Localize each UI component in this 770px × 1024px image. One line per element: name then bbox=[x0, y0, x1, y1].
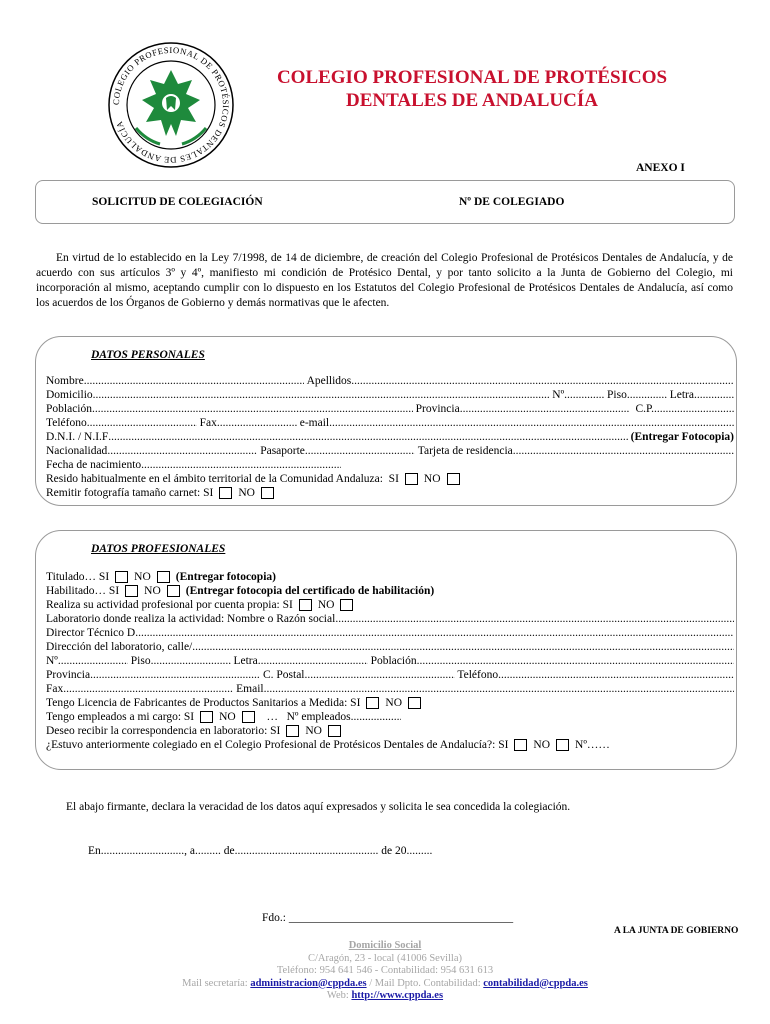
correspondencia-no-label: NO bbox=[305, 725, 322, 737]
num-empleados-label: Nº empleados bbox=[286, 711, 351, 723]
cp-field[interactable] bbox=[654, 402, 734, 416]
date-de-label: de bbox=[223, 845, 235, 857]
row-nombre bbox=[46, 374, 734, 388]
application-header-box bbox=[35, 180, 735, 224]
email-label: e-mail bbox=[299, 417, 330, 429]
date-en-label: En bbox=[88, 845, 101, 857]
lab-poblacion-field[interactable] bbox=[417, 654, 734, 668]
director-label: Director Técnico D bbox=[46, 627, 136, 639]
row-lab-numero bbox=[46, 654, 734, 668]
lab-piso-label: Piso bbox=[130, 655, 151, 667]
nombre-label: Nombre bbox=[46, 375, 84, 387]
remitir-si-checkbox[interactable] bbox=[219, 487, 232, 499]
direccion-lab-field[interactable] bbox=[192, 640, 734, 654]
declaration-text: El abajo firmante, declara la veracidad de los datos aquí expresados y solicita le sea concedida la colegiación. bbox=[66, 801, 571, 813]
dni-note: (Entregar Fotocopia) bbox=[630, 431, 734, 443]
row-direccion-lab bbox=[46, 640, 734, 654]
row-empleados bbox=[46, 710, 734, 724]
lab-letra-field[interactable] bbox=[258, 654, 368, 668]
laboratorio-field[interactable] bbox=[335, 612, 734, 626]
personal-data-section bbox=[35, 336, 737, 506]
lab-telefono-label: Teléfono bbox=[457, 669, 499, 681]
fax-label: Fax bbox=[199, 417, 217, 429]
anterior-label: ¿Estuvo anteriormente colegiado en el Colegio Profesional de Protésicos Dentales de Andalucía?: SI bbox=[46, 739, 509, 751]
registro-si-checkbox[interactable] bbox=[366, 697, 379, 709]
date-year-label: de 20 bbox=[381, 845, 407, 857]
resido-no-label: NO bbox=[423, 473, 441, 485]
title-line-1: COLEGIO PROFESIONAL DE PROTÉSICOS bbox=[276, 67, 668, 88]
footer-mail-line bbox=[0, 978, 770, 991]
piso-field[interactable] bbox=[627, 388, 667, 402]
logo-ring-text: COLEGIO PROFESIONAL DE PROTÉSICOS DENTALES DE ANDALUCÍA bbox=[110, 44, 232, 166]
lab-poblacion-label: Población bbox=[370, 655, 417, 667]
laboratorio-label: Laboratorio donde realiza la actividad: Nombre o Razón social bbox=[46, 613, 336, 625]
empleados-no-label: NO bbox=[219, 711, 236, 723]
habilitado-label: Habilitado… SI bbox=[46, 585, 120, 597]
lab-piso-field[interactable] bbox=[151, 654, 231, 668]
remitir-no-checkbox[interactable] bbox=[261, 487, 274, 499]
row-correspondencia bbox=[46, 724, 734, 738]
correspondencia-no-checkbox[interactable] bbox=[328, 725, 341, 737]
actividad-no-checkbox[interactable] bbox=[340, 599, 353, 611]
lab-cpostal-label: C. Postal bbox=[262, 669, 305, 681]
lab-provincia-field[interactable] bbox=[90, 668, 260, 682]
fecha-nacimiento-field[interactable] bbox=[141, 458, 341, 472]
piso-label: Piso bbox=[607, 389, 627, 401]
row-dni bbox=[46, 430, 734, 444]
lab-telefono-field[interactable] bbox=[498, 668, 734, 682]
correspondencia-label: Deseo recibir la correspondencia en laboratorio: SI bbox=[46, 725, 281, 737]
pasaporte-label: Pasaporte bbox=[260, 445, 305, 457]
nacionalidad-field[interactable] bbox=[107, 444, 257, 458]
resido-no-checkbox[interactable] bbox=[447, 473, 460, 485]
cp-label: C.P. bbox=[635, 403, 654, 415]
row-nacionalidad bbox=[46, 444, 734, 458]
habilitado-no-label: NO bbox=[144, 585, 161, 597]
web-link[interactable]: http://www.cppda.es bbox=[351, 990, 444, 1001]
lab-cpostal-field[interactable] bbox=[305, 668, 455, 682]
lab-numero-field[interactable] bbox=[58, 654, 128, 668]
professional-data-section bbox=[35, 530, 737, 770]
num-colegiado-label: Nº DE COLEGIADO bbox=[459, 196, 565, 208]
provincia-label: Provincia bbox=[415, 403, 460, 415]
actividad-no-label: NO bbox=[317, 599, 335, 611]
page-footer bbox=[0, 940, 770, 1003]
footer-web-line bbox=[0, 990, 770, 1003]
resido-si-checkbox[interactable] bbox=[405, 473, 418, 485]
actividad-si-checkbox[interactable] bbox=[299, 599, 312, 611]
titulado-si-checkbox[interactable] bbox=[115, 571, 128, 583]
signature-line bbox=[262, 912, 513, 924]
row-habilitado bbox=[46, 584, 734, 598]
row-domicilio bbox=[46, 388, 734, 402]
footer-mail-prefix: Mail secretaría: bbox=[182, 977, 251, 989]
lab-email-field[interactable] bbox=[264, 682, 734, 696]
row-fecha-nacimiento bbox=[46, 458, 734, 472]
num-empleados-field[interactable] bbox=[351, 710, 401, 724]
remitir-no-label: NO bbox=[238, 487, 255, 499]
title-line-2: DENTALES DE ANDALUCÍA bbox=[346, 90, 598, 111]
row-remitir bbox=[46, 486, 734, 500]
apellidos-label: Apellidos bbox=[306, 375, 352, 387]
email-field[interactable] bbox=[329, 416, 734, 430]
anterior-num-label: Nº…… bbox=[575, 739, 610, 751]
empleados-ellipsis: … bbox=[266, 711, 278, 723]
fecha-nacimiento-label: Fecha de nacimiento bbox=[46, 459, 142, 471]
registro-label: Tengo Licencia de Fabricantes de Productos Sanitarios a Medida: SI bbox=[46, 697, 361, 709]
footer-web-prefix: Web: bbox=[326, 990, 352, 1001]
date-day-field[interactable]: ......... bbox=[195, 845, 221, 857]
row-director bbox=[46, 626, 734, 640]
titulado-no-label: NO bbox=[134, 571, 151, 583]
mail-contabilidad-link[interactable]: contabilidad@cppda.es bbox=[483, 977, 588, 989]
director-field[interactable] bbox=[135, 626, 734, 640]
nacionalidad-label: Nacionalidad bbox=[46, 445, 108, 457]
footer-phones: Teléfono: 954 641 546 - Contabilidad: 954 631 613 bbox=[276, 965, 494, 976]
remitir-label: Remitir fotografía tamaño carnet: SI bbox=[46, 487, 214, 499]
anexo-label: ANEXO I bbox=[636, 162, 685, 174]
fax-field[interactable] bbox=[217, 416, 297, 430]
row-resido bbox=[46, 472, 734, 486]
resido-label: Resido habitualmente en el ámbito territorial de la Comunidad Andaluza: SI bbox=[46, 473, 399, 485]
direccion-lab-label: Dirección del laboratorio, calle/ bbox=[46, 641, 193, 653]
letra-field[interactable] bbox=[694, 388, 734, 402]
date-year-field[interactable]: ......... bbox=[406, 845, 433, 857]
lab-letra-label: Letra bbox=[233, 655, 258, 667]
tarjeta-label: Tarjeta de residencia bbox=[417, 445, 513, 457]
habilitado-si-checkbox[interactable] bbox=[125, 585, 138, 597]
junta-label: A LA JUNTA DE GOBIERNO bbox=[614, 926, 739, 936]
lab-numero-label: Nº bbox=[46, 655, 58, 667]
correspondencia-si-checkbox[interactable] bbox=[286, 725, 299, 737]
lab-fax-field[interactable] bbox=[63, 682, 233, 696]
pasaporte-field[interactable] bbox=[305, 444, 415, 458]
domicilio-field[interactable] bbox=[93, 388, 550, 402]
row-anterior bbox=[46, 738, 734, 752]
row-laboratorio bbox=[46, 612, 734, 626]
dni-label: D.N.I. / N.I.F bbox=[46, 431, 109, 443]
telefono-field[interactable] bbox=[87, 416, 197, 430]
tarjeta-field[interactable] bbox=[513, 444, 734, 458]
page-title bbox=[262, 66, 682, 112]
empleados-no-checkbox[interactable] bbox=[242, 711, 255, 723]
professional-heading: DATOS PROFESIONALES bbox=[91, 543, 226, 555]
empleados-si-checkbox[interactable] bbox=[200, 711, 213, 723]
mail-secretaria-link[interactable]: administracion@cppda.es bbox=[250, 977, 367, 989]
titulado-no-checkbox[interactable] bbox=[157, 571, 170, 583]
footer-domicilio: Domicilio Social bbox=[348, 940, 422, 951]
lab-provincia-label: Provincia bbox=[46, 669, 91, 681]
nombre-field[interactable] bbox=[84, 374, 304, 388]
apellidos-field[interactable] bbox=[351, 374, 734, 388]
row-actividad bbox=[46, 598, 734, 612]
row-poblacion bbox=[46, 402, 734, 416]
row-lab-provincia bbox=[46, 668, 734, 682]
actividad-label: Realiza su actividad profesional por cuenta propia: SI bbox=[46, 599, 293, 611]
row-registro bbox=[46, 696, 734, 710]
registro-no-checkbox[interactable] bbox=[408, 697, 421, 709]
anterior-no-label: NO bbox=[533, 739, 551, 751]
solicitud-label: SOLICITUD DE COLEGIACIÓN bbox=[92, 196, 263, 208]
college-logo bbox=[106, 40, 236, 170]
dni-field[interactable] bbox=[108, 430, 627, 444]
letra-label: Letra bbox=[669, 389, 694, 401]
signature-field[interactable]: _______________________________________ bbox=[288, 912, 514, 924]
lab-email-label: Email bbox=[236, 683, 264, 695]
anterior-no-checkbox[interactable] bbox=[556, 739, 569, 751]
row-telefono bbox=[46, 416, 734, 430]
footer-address: C/Aragón, 23 - local (41006 Sevilla) bbox=[308, 952, 462, 964]
numero-label: Nº bbox=[552, 389, 565, 401]
domicilio-label: Domicilio bbox=[46, 389, 93, 401]
date-place-field[interactable]: ............................. bbox=[100, 845, 185, 857]
empleados-label: Tengo empleados a mi cargo: SI bbox=[46, 711, 195, 723]
habilitado-no-checkbox[interactable] bbox=[167, 585, 180, 597]
registro-no-label: NO bbox=[385, 697, 403, 709]
numero-field[interactable] bbox=[564, 388, 604, 402]
signature-label: Fdo.: bbox=[262, 912, 286, 924]
row-lab-fax bbox=[46, 682, 734, 696]
date-a-label: a bbox=[189, 845, 196, 857]
poblacion-label: Población bbox=[46, 403, 92, 415]
habilitado-note: (Entregar fotocopia del certificado de habilitación) bbox=[185, 585, 435, 597]
titulado-label: Titulado… SI bbox=[46, 571, 110, 583]
telefono-label: Teléfono bbox=[46, 417, 87, 429]
poblacion-field[interactable] bbox=[92, 402, 413, 416]
provincia-field[interactable] bbox=[460, 402, 630, 416]
anterior-si-checkbox[interactable] bbox=[514, 739, 527, 751]
date-line: En............................., a......... de.................................................. de 20......... bbox=[88, 845, 433, 857]
intro-paragraph: En virtud de lo establecido en la Ley 7/1998, de 14 de diciembre, de creación del Colegio Profesional de Protésicos Dentales de Andalucía, y de acuerdo con sus artículos 3º y 4º, manifiesto mi condición de Protésico Dental, y por tanto solicito a la Junta de Gobierno del Colegio, mi incorporación al mismo, aceptando cumplir con lo dispuesto en los Estatutos del Colegio Profesional de Protésicos Dentales de Andalucía, así como los acuerdos de los Órganos de Gobierno y demás normativas que le afecten. bbox=[36, 252, 733, 309]
titulado-note: (Entregar fotocopia) bbox=[175, 571, 276, 583]
date-month-field[interactable]: .................................................. bbox=[234, 845, 379, 857]
lab-fax-label: Fax bbox=[46, 683, 64, 695]
row-titulado bbox=[46, 570, 734, 584]
personal-heading: DATOS PERSONALES bbox=[91, 349, 205, 361]
footer-mail-middle: / Mail Dpto. Contabilidad: bbox=[366, 977, 484, 989]
